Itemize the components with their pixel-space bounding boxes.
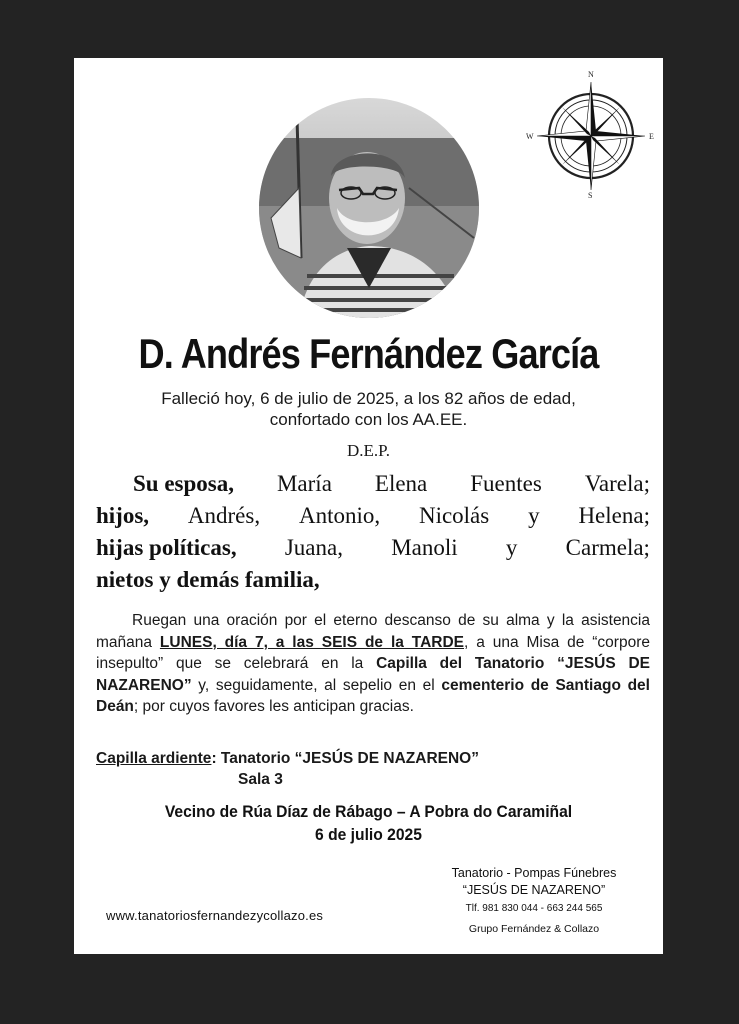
compass-rose-icon — [526, 68, 656, 198]
family-line-children — [96, 500, 650, 532]
family-word: Helena; — [578, 503, 650, 528]
family-word: Nicolás — [418, 503, 490, 528]
deceased-name: D. Andrés Fernández García — [138, 330, 599, 377]
family-in-laws-label: hijas políticas, — [96, 535, 237, 560]
family-word: María — [276, 471, 332, 496]
rip-abbreviation: D.E.P. — [347, 441, 390, 460]
family-word: Fuentes — [470, 471, 542, 496]
funeral-home-name: “JESÚS DE NAZARENO” — [462, 883, 606, 897]
family-word: Antonio, — [298, 503, 381, 528]
family-word: Varela; — [584, 471, 650, 496]
death-line-1: Falleció hoy, 6 de julio de 2025, a los 82 años de edad, — [161, 389, 576, 408]
family-line-grandchildren — [96, 564, 650, 596]
compass-e-label: E — [649, 132, 654, 141]
service-time: LUNES, día 7, a las SEIS de la TARDE — [159, 633, 465, 651]
prayer-text: Ruegan una oración por el eterno descanso de su alma y la asistencia mañana — [96, 612, 650, 651]
prayer-text: , a una Misa de “corpore insepulto” que se celebrará en la — [96, 633, 650, 672]
prayer-paragraph — [96, 610, 650, 718]
family-word: Andrés, — [187, 503, 261, 528]
compass-w-label: W — [526, 132, 534, 141]
funeral-home-type: Tanatorio - Pompas Fúnebres — [451, 866, 617, 880]
website-link[interactable]: www.tanatoriosfernandezycollazo.es — [106, 908, 324, 923]
family-word: Carmela; — [565, 535, 650, 560]
family-list — [96, 468, 650, 596]
cemetery-name: cementerio de Santiago del Deán — [96, 676, 650, 715]
residence-and-date — [98, 800, 640, 846]
wake-room: Sala 3 — [238, 771, 283, 788]
family-word: Juana, — [284, 535, 343, 560]
notice-date: 6 de julio 2025 — [315, 825, 422, 844]
family-word: Manoli — [391, 535, 458, 560]
death-line-2: confortado con los AA.EE. — [269, 410, 468, 429]
family-line-spouse — [96, 468, 650, 500]
chapel-name: Capilla del Tanatorio “JESÚS DE NAZARENO” — [96, 655, 651, 694]
wake-label: Capilla ardiente — [96, 750, 212, 767]
family-word: y — [505, 535, 518, 560]
funeral-home-info — [429, 864, 639, 939]
obituary-sheet — [74, 58, 663, 954]
portrait-photo-icon — [259, 98, 479, 318]
family-word: y — [528, 503, 540, 528]
wake-location — [96, 748, 650, 790]
deceased-portrait-photo — [259, 98, 479, 318]
prayer-text: y, seguidamente, al sepelio en el — [191, 676, 442, 694]
death-announcement — [74, 388, 663, 430]
family-spouse-label: Su esposa, — [133, 471, 234, 496]
residence: Vecino de Rúa Díaz de Rábago – A Pobra do Caramiñal — [164, 802, 573, 821]
compass-n-label: N — [588, 70, 594, 79]
funeral-home-group: Grupo Fernández & Collazo — [468, 923, 600, 935]
wake-value: : Tanatorio “JESÚS DE NAZARENO” — [211, 750, 479, 767]
prayer-text: ; por cuyos favores les anticipan gracias. — [133, 698, 414, 715]
compass-s-label: S — [588, 191, 593, 198]
family-grandchildren-label: nietos y demás familia, — [96, 567, 320, 592]
family-word: Elena — [374, 471, 428, 496]
family-children-label: hijos, — [96, 503, 150, 528]
funeral-home-phone: Tlf. 981 830 044 - 663 244 565 — [465, 903, 603, 914]
family-line-in-laws — [96, 532, 650, 564]
